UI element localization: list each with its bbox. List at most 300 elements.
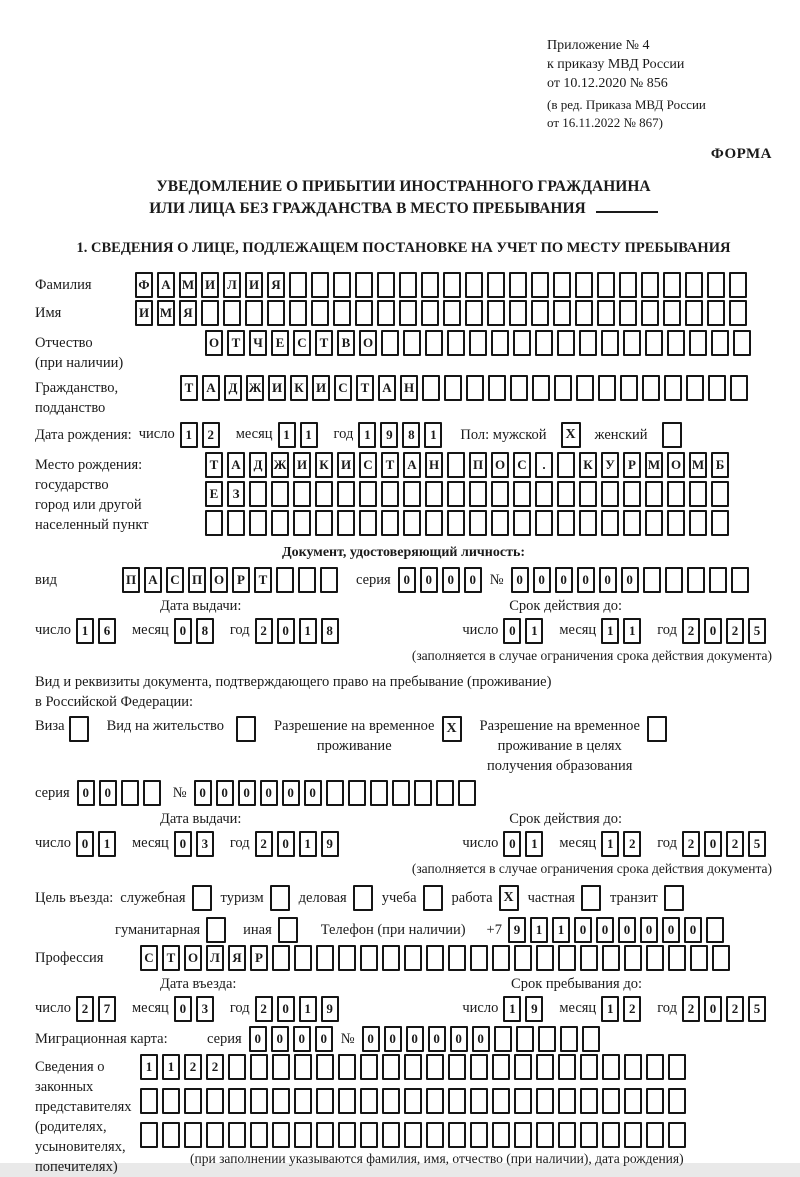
purpose-transit-label: транзит: [609, 890, 658, 906]
char-box: [162, 1122, 180, 1148]
temp-residence-education-line: проживание в целях: [497, 738, 622, 754]
birth-place-label-line: государство: [35, 477, 109, 493]
char-box: Р: [623, 452, 641, 478]
entry-dates-row: [35, 996, 772, 1022]
char-box: 0: [503, 831, 521, 857]
char-box: 0: [77, 780, 95, 806]
char-box: Ж: [271, 452, 289, 478]
char-box: О: [491, 452, 509, 478]
temp-residence-label: [274, 716, 434, 756]
char-box: [447, 481, 465, 507]
citizenship-label: [35, 375, 180, 418]
char-box: 0: [315, 1026, 333, 1052]
char-box: Я: [228, 945, 246, 971]
date-unit-label: число: [35, 622, 71, 639]
form-title-line2-text: ИЛИ ЛИЦА БЕЗ ГРАЖДАНСТВА В МЕСТО ПРЕБЫВАНИЯ: [149, 200, 586, 217]
char-box: [399, 300, 417, 326]
header-subline: (в ред. Приказа МВД России: [547, 97, 706, 112]
identity-issue-heading: Дата выдачи:: [160, 598, 242, 614]
purpose-other-label: иная: [243, 922, 272, 938]
char-box: 2: [255, 996, 273, 1022]
char-box: 0: [704, 618, 722, 644]
char-box: [293, 510, 311, 536]
char-box: [466, 375, 484, 401]
char-box: [558, 1054, 576, 1080]
char-box: Ж: [246, 375, 264, 401]
char-box: [554, 375, 572, 401]
representatives-label: [35, 1054, 140, 1177]
char-box: [326, 780, 344, 806]
phone-prefix: +7: [486, 922, 502, 938]
char-box: 0: [362, 1026, 380, 1052]
char-box: [706, 917, 724, 943]
char-box: 0: [260, 780, 278, 806]
char-box: [425, 510, 443, 536]
residence-permit-option: [107, 716, 256, 742]
char-box: [425, 481, 443, 507]
char-box: Ч: [249, 330, 267, 356]
char-box: 2: [726, 996, 744, 1022]
citizenship-label-line1: Гражданство,: [35, 380, 119, 396]
temp-residence-label-line: проживание: [316, 738, 392, 754]
char-box: [531, 300, 549, 326]
char-box: [579, 481, 597, 507]
char-box: 5: [748, 996, 766, 1022]
char-box: 0: [249, 1026, 267, 1052]
char-box: [403, 510, 421, 536]
char-box: Т: [381, 452, 399, 478]
char-box: 0: [384, 1026, 402, 1052]
char-box: [392, 780, 410, 806]
surname-row: [35, 272, 772, 298]
char-box: 0: [472, 1026, 490, 1052]
char-box: 2: [76, 996, 94, 1022]
char-box: [579, 510, 597, 536]
purpose-work-option: [452, 885, 519, 911]
char-box: С: [334, 375, 352, 401]
char-box: [470, 945, 488, 971]
temp-residence-education-line: получения образования: [487, 758, 633, 774]
char-box: Р: [250, 945, 268, 971]
char-box: [514, 1054, 532, 1080]
char-box: [320, 567, 338, 593]
surname-label: Фамилия: [35, 277, 92, 293]
char-box: [403, 330, 421, 356]
purpose-private-checkbox: [581, 885, 601, 911]
purpose-transit-checkbox: [664, 885, 684, 911]
char-box: И: [245, 272, 263, 298]
representatives-label-line: попечителях): [35, 1159, 118, 1175]
purpose-study-option: [382, 885, 443, 911]
char-box: 0: [174, 618, 192, 644]
profession-label: Профессия: [35, 950, 104, 966]
char-box: [276, 567, 294, 593]
sex-female-checkbox: [662, 422, 682, 448]
patronymic-boxes: [205, 330, 755, 356]
char-box: [712, 945, 730, 971]
char-box: С: [140, 945, 158, 971]
char-box: [711, 510, 729, 536]
char-box: Т: [356, 375, 374, 401]
date-unit-label: год: [657, 622, 677, 639]
residence-doc-intro2: в Российской Федерации:: [35, 694, 194, 710]
char-box: 2: [682, 831, 700, 857]
char-box: О: [210, 567, 228, 593]
residence-issue-date: [35, 831, 343, 857]
residence-issue-heading: Дата выдачи:: [160, 811, 242, 827]
char-box: [338, 1088, 356, 1114]
entry-dates-headings: [35, 974, 772, 994]
char-box: 0: [599, 567, 617, 593]
purpose-private-option: [528, 885, 601, 911]
char-box: 0: [450, 1026, 468, 1052]
birth-date-row: [35, 422, 772, 448]
char-box: 5: [748, 618, 766, 644]
char-box: 0: [704, 831, 722, 857]
char-box: [642, 375, 660, 401]
char-box: [249, 510, 267, 536]
char-box: [381, 330, 399, 356]
char-box: [488, 375, 506, 401]
char-box: [272, 1088, 290, 1114]
representatives-boxes: [140, 1054, 690, 1169]
char-box: [664, 375, 682, 401]
stay-until-date: [462, 996, 770, 1022]
identity-expiry-note: (заполняется в случае ограничения срока действия документа): [411, 648, 772, 663]
char-box: [470, 1122, 488, 1148]
char-box: Л: [223, 272, 241, 298]
char-box: [729, 272, 747, 298]
char-box: [338, 1054, 356, 1080]
char-box: [311, 272, 329, 298]
char-box: [250, 1122, 268, 1148]
date-unit-label: месяц: [131, 1000, 169, 1017]
char-box: [557, 481, 575, 507]
char-box: [663, 300, 681, 326]
birth-place-row3: [205, 510, 733, 536]
char-box: [575, 300, 593, 326]
char-box: [250, 1054, 268, 1080]
date-unit-label: число: [35, 1000, 71, 1017]
char-box: 1: [623, 618, 641, 644]
char-box: [582, 1026, 600, 1052]
char-box: 0: [398, 567, 416, 593]
char-box: [510, 375, 528, 401]
char-box: [685, 300, 703, 326]
char-box: 1: [162, 1054, 180, 1080]
purpose-humanitarian-label: гуманитарная: [115, 922, 201, 938]
patronymic-row: [35, 330, 772, 373]
char-box: [601, 510, 619, 536]
char-box: [668, 1054, 686, 1080]
char-box: [316, 1088, 334, 1114]
birth-place-label-line: город или другой: [35, 497, 142, 513]
char-box: [315, 510, 333, 536]
char-box: Л: [206, 945, 224, 971]
char-box: [623, 330, 641, 356]
purpose-tourism-label: туризм: [220, 890, 264, 906]
char-box: П: [122, 567, 140, 593]
char-box: [382, 945, 400, 971]
char-box: [492, 1088, 510, 1114]
char-box: 0: [428, 1026, 446, 1052]
date-unit-label: год: [229, 1000, 250, 1017]
char-box: 1: [278, 422, 296, 448]
purpose-tourism-checkbox: [270, 885, 290, 911]
char-box: [448, 945, 466, 971]
char-box: [729, 300, 747, 326]
char-box: 1: [525, 831, 543, 857]
entry-date: [35, 996, 343, 1022]
migration-number-label: №: [340, 1031, 355, 1047]
char-box: [619, 300, 637, 326]
char-box: 1: [601, 618, 619, 644]
entry-date-heading: Дата въезда:: [160, 976, 237, 992]
char-box: [338, 1122, 356, 1148]
char-box: [711, 330, 729, 356]
char-box: [272, 1054, 290, 1080]
char-box: 0: [511, 567, 529, 593]
char-box: [311, 300, 329, 326]
char-box: [597, 300, 615, 326]
char-box: И: [337, 452, 355, 478]
char-box: С: [359, 452, 377, 478]
char-box: П: [469, 452, 487, 478]
char-box: [447, 452, 465, 478]
char-box: [436, 780, 454, 806]
char-box: 0: [406, 1026, 424, 1052]
char-box: [422, 375, 440, 401]
residence-number-label: №: [172, 785, 187, 801]
char-box: [667, 510, 685, 536]
identity-expiry-heading: Срок действия до:: [509, 598, 622, 614]
char-box: О: [205, 330, 223, 356]
char-box: [245, 300, 263, 326]
char-box: [140, 1088, 158, 1114]
char-box: [337, 481, 355, 507]
char-box: [315, 481, 333, 507]
char-box: 1: [601, 831, 619, 857]
char-box: Я: [179, 300, 197, 326]
patronymic-label: [35, 330, 205, 373]
char-box: 9: [321, 996, 339, 1022]
char-box: 2: [202, 422, 220, 448]
char-box: 1: [530, 917, 548, 943]
char-box: 0: [277, 831, 295, 857]
char-box: [447, 510, 465, 536]
birth-place-label-line: Место рождения:: [35, 457, 143, 473]
char-box: 8: [321, 618, 339, 644]
char-box: [646, 1088, 664, 1114]
header-line: к приказу МВД России: [547, 57, 685, 72]
char-box: [730, 375, 748, 401]
purpose-business-checkbox: [353, 885, 373, 911]
char-box: 2: [255, 618, 273, 644]
char-box: [338, 945, 356, 971]
char-box: Т: [227, 330, 245, 356]
char-box: [469, 510, 487, 536]
char-box: [227, 510, 245, 536]
char-box: [421, 272, 439, 298]
char-box: [360, 945, 378, 971]
char-box: 0: [533, 567, 551, 593]
char-box: [668, 1122, 686, 1148]
char-box: [382, 1054, 400, 1080]
phone-label: Телефон (при наличии): [320, 922, 466, 938]
char-box: И: [268, 375, 286, 401]
char-box: Д: [224, 375, 242, 401]
char-box: [532, 375, 550, 401]
name-boxes: [135, 300, 751, 326]
char-box: М: [689, 452, 707, 478]
char-box: [249, 481, 267, 507]
temp-residence-checkbox: X: [442, 716, 462, 742]
char-box: [404, 1054, 422, 1080]
char-box: [668, 1088, 686, 1114]
char-box: 2: [726, 618, 744, 644]
char-box: 9: [380, 422, 398, 448]
char-box: [623, 481, 641, 507]
char-box: [733, 330, 751, 356]
char-box: [538, 1026, 556, 1052]
char-box: 1: [299, 831, 317, 857]
char-box: 0: [99, 780, 117, 806]
char-box: [641, 272, 659, 298]
char-box: [491, 510, 509, 536]
char-box: Т: [254, 567, 272, 593]
char-box: Е: [271, 330, 289, 356]
char-box: [580, 1122, 598, 1148]
date-unit-label: месяц: [559, 622, 597, 639]
char-box: 1: [180, 422, 198, 448]
char-box: [536, 1122, 554, 1148]
temp-residence-education-line: Разрешение на временное: [479, 718, 640, 734]
header-line: Приложение № 4: [547, 38, 650, 53]
char-box: К: [315, 452, 333, 478]
char-box: [641, 300, 659, 326]
char-box: [535, 510, 553, 536]
char-box: [140, 1122, 158, 1148]
purpose-official-checkbox: [192, 885, 212, 911]
char-box: [536, 1088, 554, 1114]
char-box: 9: [525, 996, 543, 1022]
form-title-line2: [35, 198, 772, 220]
char-box: [514, 1122, 532, 1148]
date-unit-label: число: [462, 622, 499, 639]
purpose-work-label: работа: [451, 890, 493, 906]
char-box: [689, 510, 707, 536]
identity-number-label: №: [489, 572, 504, 588]
char-box: [597, 272, 615, 298]
char-box: [426, 1088, 444, 1114]
citizenship-row: [35, 375, 772, 418]
char-box: [624, 1122, 642, 1148]
char-box: [707, 300, 725, 326]
char-box: [487, 272, 505, 298]
char-box: [337, 510, 355, 536]
char-box: [448, 1054, 466, 1080]
char-box: [426, 945, 444, 971]
char-box: [250, 1088, 268, 1114]
char-box: И: [312, 375, 330, 401]
char-box: [602, 1088, 620, 1114]
char-box: [619, 272, 637, 298]
char-box: [686, 375, 704, 401]
char-box: 0: [174, 996, 192, 1022]
date-unit-label: число: [138, 426, 175, 443]
residence-permit-checkbox: [236, 716, 256, 742]
char-box: 3: [196, 996, 214, 1022]
profession-boxes: [140, 945, 734, 971]
profession-row: [35, 945, 772, 971]
char-box: [421, 300, 439, 326]
char-box: 0: [271, 1026, 289, 1052]
date-unit-label: месяц: [559, 835, 597, 852]
char-box: 1: [98, 831, 116, 857]
char-box: 7: [98, 996, 116, 1022]
char-box: И: [293, 452, 311, 478]
char-box: [575, 272, 593, 298]
char-box: 0: [194, 780, 212, 806]
char-box: 0: [618, 917, 636, 943]
char-box: [223, 300, 241, 326]
char-box: 0: [442, 567, 460, 593]
char-box: [382, 1088, 400, 1114]
char-box: 1: [525, 618, 543, 644]
char-box: У: [601, 452, 619, 478]
purpose-humanitarian-checkbox: [206, 917, 226, 943]
char-box: В: [337, 330, 355, 356]
char-box: [360, 1054, 378, 1080]
form-title-line1: УВЕДОМЛЕНИЕ О ПРИБЫТИИ ИНОСТРАННОГО ГРАЖДАНИНА: [156, 178, 651, 195]
char-box: 1: [358, 422, 376, 448]
char-box: [228, 1122, 246, 1148]
char-box: 0: [304, 780, 322, 806]
temp-residence-education-checkbox: [647, 716, 667, 742]
char-box: [403, 481, 421, 507]
char-box: [228, 1088, 246, 1114]
patronymic-label-line1: Отчество: [35, 335, 93, 351]
char-box: [536, 1054, 554, 1080]
char-box: [470, 1088, 488, 1114]
char-box: 0: [277, 996, 295, 1022]
sex-male-checkbox: X: [561, 422, 581, 448]
char-box: [645, 330, 663, 356]
citizenship-boxes: [180, 375, 752, 401]
char-box: [531, 272, 549, 298]
char-box: Д: [249, 452, 267, 478]
residence-expiry-note: (заполняется в случае ограничения срока действия документа): [411, 861, 772, 876]
char-box: [294, 1054, 312, 1080]
representatives-row1: [140, 1054, 690, 1080]
birth-place-row1: [205, 452, 733, 478]
char-box: [602, 1122, 620, 1148]
representatives-label-line: Сведения о: [35, 1059, 105, 1075]
char-box: Т: [162, 945, 180, 971]
char-box: 0: [174, 831, 192, 857]
char-box: П: [188, 567, 206, 593]
identity-doc-heading: Документ, удостоверяющий личность:: [281, 545, 526, 560]
char-box: [620, 375, 638, 401]
char-box: [359, 510, 377, 536]
char-box: [553, 300, 571, 326]
char-box: [399, 272, 417, 298]
char-box: [458, 780, 476, 806]
char-box: [289, 272, 307, 298]
char-box: [448, 1122, 466, 1148]
char-box: [513, 330, 531, 356]
char-box: [535, 330, 553, 356]
